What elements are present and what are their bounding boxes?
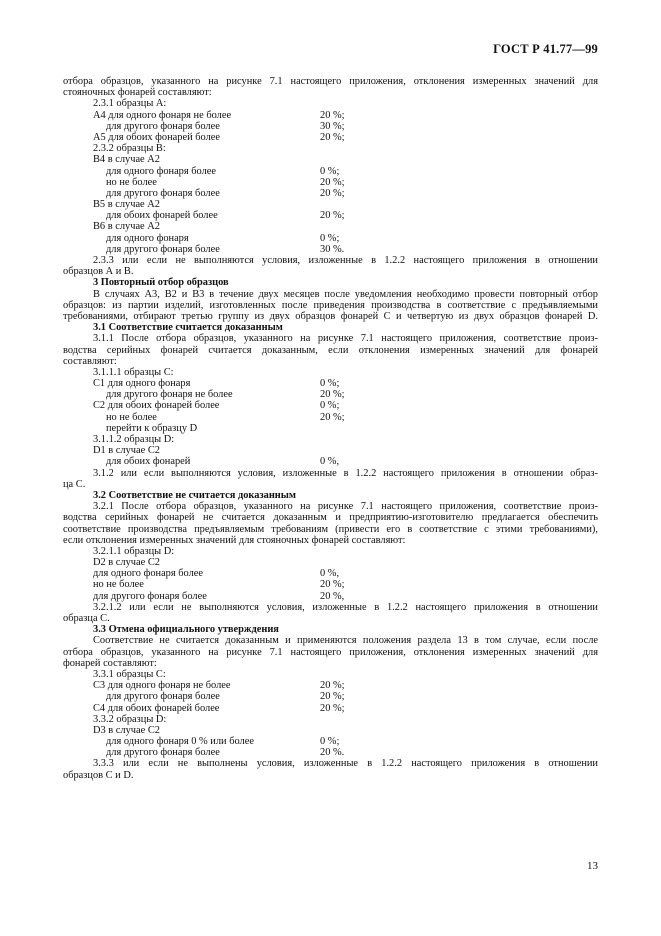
line-text: образца С. [63,613,110,624]
deviation-value: 20 %; [320,691,345,703]
line-text: для другого фонаря более [106,187,220,199]
line-text: для другого фонаря более [106,243,220,255]
line-text: для обоих фонарей [106,456,191,468]
text-line [63,456,598,467]
line-text: 3 Повторный отбор образцов [93,277,229,289]
text-line [63,647,598,658]
text-line [63,199,598,210]
deviation-value: 0 %; [320,232,340,244]
text-line [63,98,598,109]
line-text: для одного фонаря [106,232,189,244]
line-text: для другого фонаря более [106,691,220,703]
section-heading [63,490,598,501]
line-text: 3.1.2 или если выполняются условия, изложенные в 1.2.2 настоящего приложения в отношении образ- [93,467,598,479]
line-text: для одного фонаря 0 % или более [106,736,254,748]
text-line [63,568,598,579]
deviation-value: 20 %; [320,411,345,423]
text-line [63,210,598,221]
text-line [63,356,598,367]
text-line [63,166,598,177]
line-text: 3.2.1.2 или если не выполняются условия, изложенные в 1.2.2 настоящего приложения в отношении [93,601,598,613]
line-text: но не более [93,579,144,591]
line-text: В6 в случае А2 [93,221,160,233]
text-line [63,188,598,199]
line-text: для одного фонаря более [106,165,217,177]
section-heading [63,624,598,635]
line-text: перейти к образцу D [106,422,198,434]
line-text: образцов С и D. [63,769,134,781]
line-text: Соответствие не считается доказанным и применяются положения раздела 13 в том случае, если после [93,635,598,647]
line-text: 3.2.1 После отбора образцов, указанного на рисунке 7.1 настоящего приложения, соответствие произ- [93,501,598,513]
line-text: для обоих фонарей более [106,210,218,222]
deviation-value: 0 %; [320,378,340,390]
line-text: С4 для обоих фонарей более [93,702,220,714]
line-text: для другого фонаря более [106,747,220,759]
deviation-value: 0 %; [320,736,340,748]
text-line [63,468,598,479]
line-text: для другого фонаря не более [106,389,233,401]
section-heading [63,277,598,288]
deviation-value: 20 %; [320,109,345,121]
line-text: 2.3.3 или если не выполняются условия, изложенные в 1.2.2 настоящего приложения в отношении [93,255,598,266]
deviation-value: 20 %; [320,131,345,143]
line-text: но не более [106,176,157,188]
text-line [63,635,598,646]
line-text: 3.2 Соответствие не считается доказанным [93,489,296,501]
document-code-header: ГОСТ Р 41.77—99 [493,42,598,56]
text-line [63,725,598,736]
line-text: водства серийных фонарей считается доказанным, если отклонения измеренных значений для фонарей [63,344,598,356]
deviation-value: 0 %; [320,400,340,412]
line-text: стояночных фонарей составляют: [63,87,212,99]
text-line [63,333,598,344]
text-line [63,221,598,232]
line-text: ца С. [63,478,86,490]
text-line [63,76,598,87]
text-line [63,266,598,277]
deviation-value: 20 %. [320,747,345,759]
line-text: D3 в случае С2 [93,724,160,736]
text-line [63,703,598,714]
deviation-value: 0 %, [320,456,340,468]
text-line [63,434,598,445]
line-text: для другого фонаря более [93,590,207,602]
text-line [63,378,598,389]
text-line [63,132,598,143]
text-line [63,289,598,300]
text-line [63,121,598,132]
line-text: D1 в случае С2 [93,445,160,457]
text-line [63,143,598,154]
text-line [63,300,598,311]
line-text: фонарей составляют: [63,657,157,669]
text-line [63,747,598,758]
deviation-value: 20 %; [320,702,345,714]
text-line [63,579,598,590]
text-line [63,87,598,98]
line-text: В4 в случае А2 [93,154,160,166]
text-line [63,423,598,434]
text-line [63,244,598,255]
text-line [63,602,598,613]
text-line [63,758,598,769]
line-text: В5 в случае А2 [93,199,160,211]
text-line [63,154,598,165]
text-line [63,658,598,669]
line-text: А4 для одного фонаря не более [93,109,232,121]
line-text: но не более [106,411,157,423]
text-line [63,770,598,781]
line-text: образцов А и В. [63,266,134,278]
line-text: образцов: из партии изделий, изготовленных после приведения производства в соответствие с предъявляемыми [63,299,598,311]
line-text: составляют: [63,355,117,367]
line-text: отбора образцов, указанного на рисунке 7.1 настоящего приложения, отклонения измеренных значений для [63,76,598,87]
line-text: 3.3.3 или если не выполнены условия, изложенные в 1.2.2 настоящего приложения в отношении [93,758,598,770]
line-text: 3.1.1 После отбора образцов, указанного на рисунке 7.1 настоящего приложения, соответствие произ- [93,333,598,345]
text-line [63,736,598,747]
line-text: 2.3.2 образцы В: [93,143,166,155]
line-text: 3.1.1.1 образцы С: [93,366,174,378]
text-line [63,255,598,266]
line-text: требованиями, отбирают третью группу из двух образцов фонарей С и четвертую из двух образцов фонарей D. [63,310,598,322]
text-line [63,669,598,680]
line-text: С1 для одного фонаря [93,378,191,390]
text-line [63,546,598,557]
text-line [63,479,598,490]
line-text: С3 для одного фонаря не более [93,680,231,692]
line-text: отбора образцов, указанного на рисунке 7.1 настоящего приложения, отклонения измеренных значений для [63,646,598,658]
text-line [63,445,598,456]
line-text: 3.3.2 образцы D: [93,713,167,725]
deviation-value: 20 %; [320,389,345,401]
text-line [63,345,598,356]
line-text: соответствие производства предъявляемым требованиям (привести его в соответствие с этими требованиями), [63,523,598,535]
line-text: 3.2.1.1 образцы D: [93,545,175,557]
text-line [63,389,598,400]
deviation-value: 20 %; [320,680,345,692]
text-line [63,412,598,423]
page-number: 13 [587,860,598,872]
deviation-value: 20 %; [320,176,345,188]
deviation-value: 0 %, [320,568,340,580]
line-text: 3.3.1 образцы С: [93,668,166,680]
text-line [63,714,598,725]
line-text: 2.3.1 образцы А: [93,98,167,110]
text-line [63,557,598,568]
line-text: для другого фонаря более [106,120,220,132]
line-text: С2 для обоих фонарей более [93,400,220,412]
line-text: 3.1.1.2 образцы D: [93,434,175,445]
deviation-value: 30 %; [320,120,345,132]
line-text: В случаях А3, В2 и В3 в течение двух месяцев после уведомления необходимо провести повторный отбор [93,288,598,300]
deviation-value: 20 %; [320,210,345,222]
line-text: 3.3 Отмена официального утверждения [93,624,279,636]
line-text: если отклонения измеренных значений для стояночных фонарей составляют: [63,534,406,546]
line-text: А5 для обоих фонарей более [93,131,220,143]
text-line [63,680,598,691]
section-heading [63,322,598,333]
text-line [63,524,598,535]
text-line [63,400,598,411]
line-text: 3.1 Соответствие считается доказанным [93,322,283,334]
line-text: для одного фонаря более [93,568,204,580]
deviation-value: 20 %, [320,590,345,602]
text-line [63,535,598,546]
text-line [63,512,598,523]
text-line [63,613,598,624]
line-text: водства серийных фонарей не считается доказанным и предприятию-изготовителю предлагается обеспечить [63,512,598,524]
line-text: D2 в случае С2 [93,557,160,569]
text-line [63,177,598,188]
text-line [63,311,598,322]
text-line [63,501,598,512]
deviation-value: 20 %; [320,187,345,199]
document-body [63,76,598,781]
text-line [63,591,598,602]
text-line [63,233,598,244]
deviation-value: 20 %; [320,579,345,591]
text-line [63,110,598,121]
text-line [63,691,598,702]
text-line [63,367,598,378]
deviation-value: 0 %; [320,165,340,177]
deviation-value: 30 %. [320,243,345,255]
